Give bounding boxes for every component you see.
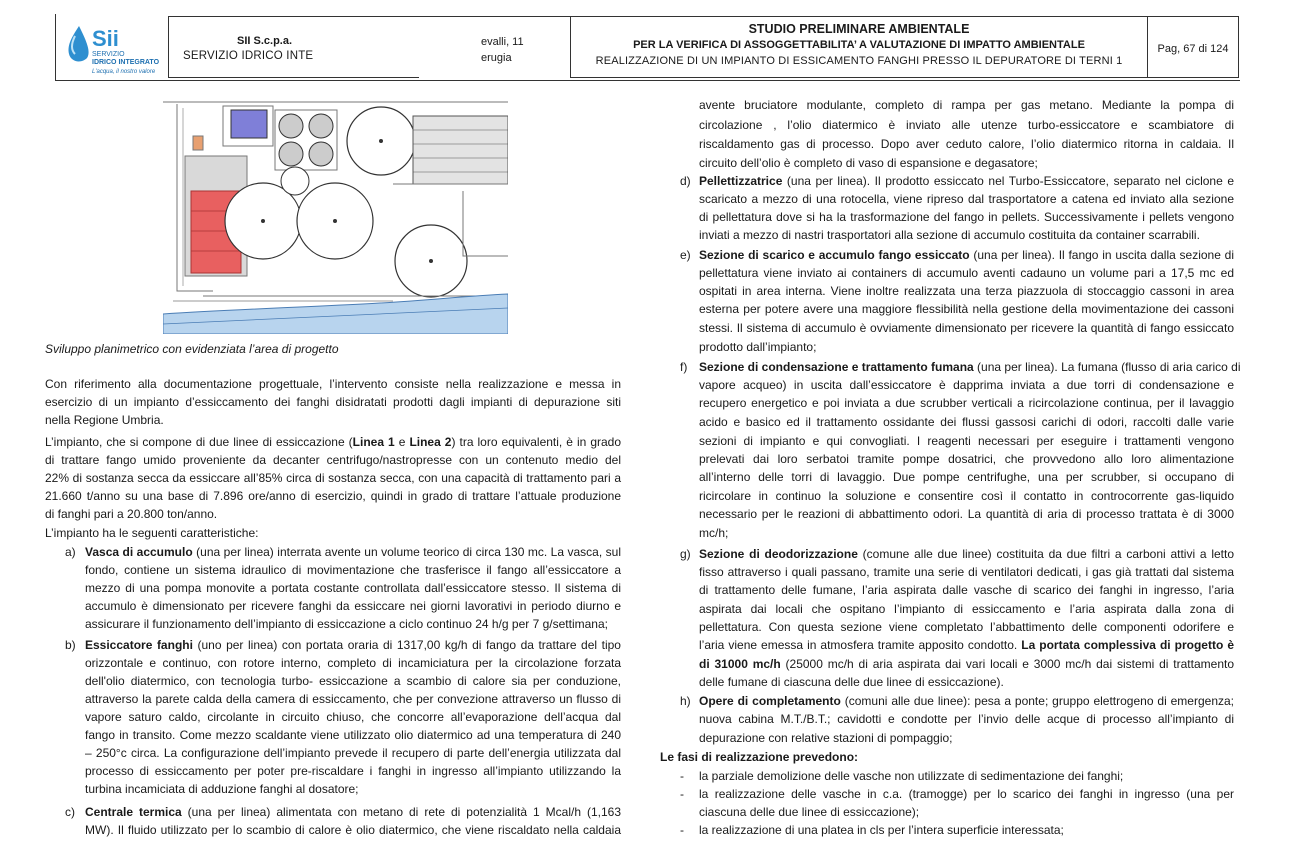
project-title: REALIZZAZIONE DI UN IMPIANTO DI ESSICAMENTO FANGHI PRESSO IL DEPURATORE DI TERNI 1 [595,55,1123,67]
item-b-marker: b) [65,638,76,652]
page-number: Pag, 67 di 124 [1157,43,1229,55]
c-cont-line-2: circolazione , l’olio diatermico è inviato alle utenze turbo-essiccatore e scambiatore di [699,118,1234,132]
item-f-line-7: all’interno delle torri di lavaggio. Due pompe centrifughe, una per scrubber, si occupano di [699,470,1234,484]
item-g-line-4: aspirata dai locali che ospitano l’impianto di essiccamento e l’aria aspirata dalla zona di [699,602,1234,616]
item-a-line-5: assicurare il funzionamento dell’impianto di essiccazione a ciclo continuo 24 h/g per 7 g/settimana; [85,617,608,631]
item-e-line-4: esterna per potere avere una maggiore flessibilità nella gestione della movimentazione dei cassoni [699,302,1234,316]
study-title-cell [570,16,1148,78]
item-a-line-2: fondo, contiene un sistema idraulico di movimentazione che trasferisce il fango all’essiccatore a [85,563,621,577]
p3-line: L’impianto ha le seguenti caratteristiche: [45,526,259,540]
item-f-line-2: vapore acqueo) in uscita dall’essiccatore è dapprima inviata a due torri di condensazione e [699,378,1234,392]
blue-building [231,110,267,138]
item-d-marker: d) [680,174,691,188]
item-b-line-2: orizzontale e continuo, con rotore interno, completo di incamiciatura per la circolazione forzata [85,656,621,670]
phase-2-marker: - [680,787,684,801]
item-f-line-1: Sezione di condensazione e trattamento fumana (una per linea). La fumana (flusso di aria carico di [699,360,1241,374]
figure-caption: Sviluppo planimetrico con evidenziata l’area di progetto [45,342,339,356]
item-a-marker: a) [65,545,76,559]
site-plan-figure [163,96,508,334]
phase-3-marker: - [680,823,684,837]
item-f-line-4: acido e basico ed il trattamento ossidante dei flussi gassosi carichi di odori, raccolti dalle varie [699,415,1234,429]
item-h-line-1: Opere di completamento (comuni alle due linee): pesa a ponte; gruppo elettrogeno di emergenza; [699,694,1235,708]
item-f-line-6: prelevati dai loro serbatoi tramite pompe dosatrici, che provvedono allo loro alimentazione [699,452,1234,466]
company-logo [61,18,163,78]
item-b-line-1: Essiccatore fanghi (uno per linea) con portata oraria di 1317,00 kg/h di fango da trattare del tipo [85,638,621,652]
item-b-line-3: dell'olio diatermico, con tecnologia turbo- essiccazione a scambio di calore sia per conduzione, [85,674,621,688]
item-g-line-5: pellettatura. Con questa sezione viene completato l’abbattimento delle componenti odorifere e [699,620,1234,634]
item-g-line-2: fisso attraverso i quali passano, tramite una serie di ventilatori dedicati, i gas già trattati dal sistema [699,565,1234,579]
item-h-marker: h) [680,694,691,708]
item-h-line-3: depurazione con relative stazioni di pompaggio; [699,731,953,745]
item-g-line-6: l’aria viene emessa in atmosfera tramite apposito condotto. La portata complessiva di progetto è [699,638,1234,652]
intro-line-2: esercizio di un impianto d’essiccamento dei fanghi disidratati prodotti dagli impianti di depurazione siti [45,395,621,409]
item-b-line-4: attraverso la parete calda della camera di essiccamento, che per convezione attraverso un flusso di [85,692,621,706]
company-address-1: evalli, 11 [481,36,524,48]
item-b-line-5: vapore saturo caldo, circolante in circuito chiuso, che concorre all’evaporazione dell’acqua dal [85,710,621,724]
item-f-line-8: ricircolare in continuo la soluzione e consentire così il contatto in controcorrente gas-liquido [699,489,1234,503]
intro-line-3: nella Regione Umbria. [45,413,164,427]
c-cont-line-3: riscaldamento gas di processo. Dopo aver ceduto calore, l’olio diatermico ritorna in caldaia. Il [699,137,1234,151]
water-drop-icon [61,18,163,78]
item-e-line-2: pellettatura viene inviato ai containers di accumulo aventi cadauno un volume pari a 17,5 mc ed [699,266,1234,280]
study-subtitle: PER LA VERIFICA DI ASSOGGETTABILITA’ A VALUTAZIONE DI IMPATTO AMBIENTALE [633,39,1085,51]
item-f-line-10: mc/h; [699,526,729,540]
item-f-line-3: recupero energetico e poi inviata a due scrubber verticali a ricircolazione continua, per il lavaggio [699,396,1234,410]
document-header [55,14,1239,80]
item-d-line-2: scaricato a mezzo di una rotocella, viene ripreso dal trasportatore a catena ed inviato alla sezione [699,192,1234,206]
page-number-cell [1147,16,1239,78]
company-address-2: erugia [481,52,512,64]
logo-brand: Sii [92,26,119,51]
item-b-line-6: fango in transito. Come mezzo scaldante viene utilizzato olio diatermico ad una temperatura di 240 [85,728,621,742]
item-h-line-2: nuova cabina M.T./B.T.; cavidotti e condotte per l’invio delle acque di processo all’impianto di [699,712,1234,726]
item-e-line-6: prodotto dall’impianto; [699,340,817,354]
item-c-line-2: MW). Il fluido utilizzato per lo scambio di calore è olio diatermico, che viene riscaldato nella caldaia [85,823,621,837]
logo-line2: IDRICO INTEGRATO [92,59,160,66]
item-f-line-5: sezioni di impianto e qui convogliati. I reagenti necessari per eseguire i trattamenti vengono [699,434,1234,448]
item-f-line-9: necessario per le reazioni di abbattimento odori. La quantità di aria di processo trattata è di 3000 [699,507,1234,521]
phases-heading: Le fasi di realizzazione prevedono: [660,750,859,764]
item-a-line-1: Vasca di accumulo (una per linea) interrata avente un volume teorico di circa 130 mc. La vasca, sul [85,545,621,559]
item-d-line-3: di pellettatura dove si ha la trasformazione del fango in pellets. Successivamente i pellets vengono [699,210,1234,224]
item-a-line-4: accumulo è dimensionato per ricevere fanghi da essiccare nei giorni lavorativi in periodo diurno e [85,599,621,613]
intro-line-1: Con riferimento alla documentazione progettuale, l’intervento consiste nella realizzazione e messa in [45,377,621,391]
phase-2-line-1: la realizzazione delle vasche in c.a. (tramogge) per lo scarico dei fanghi in ingresso (una per [699,787,1234,801]
phase-1-marker: - [680,769,684,783]
p2-line-4: 21.660 t/anno su una base di 7.896 ore/anno di esercizio, quindi in grado di trattare l’attuale produzione [45,489,621,503]
company-name: SII S.c.p.a. [237,35,293,47]
phase-3-line-1: la realizzazione di una platea in cls per l’intera superficie interessata; [699,823,1064,837]
item-g-line-8: delle fumane di ciascuna delle due linee di essiccazione). [699,675,1004,689]
phase-1-line-1: la parziale demolizione delle vasche non utilizzate di sedimentazione dei fanghi; [699,769,1124,783]
item-g-line-3: di trattamento delle fumane, l’aria aspirata dalle vasche di scarico dei fanghi in ingresso, l’aria [699,583,1234,597]
item-e-line-1: Sezione di scarico e accumulo fango essiccato (una per linea). Il fango in uscita dalla sezione di [699,248,1234,262]
p2-line-2: di trattare fango umido proveniente da decanter centrifugo/nastropresse con un contenuto medio del [45,453,621,467]
c-cont-line-1: avente bruciatore modulante, completo di rampa per gas metano. Mediante la pompa di [699,98,1234,112]
item-g-line-7: di 31000 mc/h (25000 mc/h di aria aspirata dai vari locali e 3000 mc/h dai sistemi di trattamento [699,657,1234,671]
item-g-marker: g) [680,547,691,561]
item-e-line-5: stessi. Il sistema di accumulo è ovviamente dimensionato per ricevere la quantità di fango essiccato [699,321,1234,335]
item-d-line-1: Pellettizzatrice (una per linea). Il prodotto essiccato nel Turbo-Essiccatore, separato nel ciclone e [699,174,1234,188]
item-b-line-8: processo di essiccamento per poter pre-riscaldare i fanghi in ingresso all’impianto utilizzando la [85,764,621,778]
item-b-line-9: turbina incamiciata di adduzione fanghi al dosatore; [85,782,359,796]
item-e-marker: e) [680,248,691,262]
item-e-line-3: ospitati in area interna. Viene inoltre realizzata una terza piazzuola di stoccaggio cassoni in area [699,284,1234,298]
p2-line-3: 22% di sostanza secca da essiccare all’85% circa di sostanza secca, con una capacità di trattamento pari a [45,471,621,485]
c-cont-line-4: circuito dell’olio è completo di vaso di espansione e degasatore; [699,156,1038,170]
item-g-line-1: Sezione di deodorizzazione (comune alle due linee) costituita da due filtri a carboni attivi a letto [699,547,1234,561]
company-subtitle: SERVIZIO IDRICO INTE [183,50,314,62]
p2-line-1: L’impianto, che si compone di due linee di essiccazione (Linea 1 e Linea 2) tra loro equivalenti, è in grado [45,435,622,449]
site-plan-drawing [163,96,508,334]
item-c-marker: c) [65,805,75,819]
item-a-line-3: mezzo di una pompa monovite a portata costante controllata dall’essiccatore stesso. Il sistema di [85,581,621,595]
logo-tagline: L'acqua, il nostro valore [92,69,156,75]
logo-line1: SERVIZIO [92,51,125,58]
redaction-block [419,20,589,80]
phase-2-line-2: ciascuna delle due linee di essiccazione); [699,805,920,819]
company-cell [168,16,571,78]
p2-line-5: di fanghi pari a 20.800 ton/anno. [45,507,218,521]
item-d-line-4: inviati a mezzo di nastri trasportatori alla sezione di accumulo costituita da container scarrabili. [699,228,1200,242]
item-b-line-7: – 250°c circa. La configurazione dell’impianto prevede il recupero di parte dell’energia utilizzata dal [85,746,621,760]
study-title: STUDIO PRELIMINARE AMBIENTALE [748,22,970,36]
item-c-line-1: Centrale termica (una per linea) alimentata con metano di rete di potenzialità 1 Mcal/h (1,163 [85,805,622,819]
item-f-marker: f) [680,360,688,374]
